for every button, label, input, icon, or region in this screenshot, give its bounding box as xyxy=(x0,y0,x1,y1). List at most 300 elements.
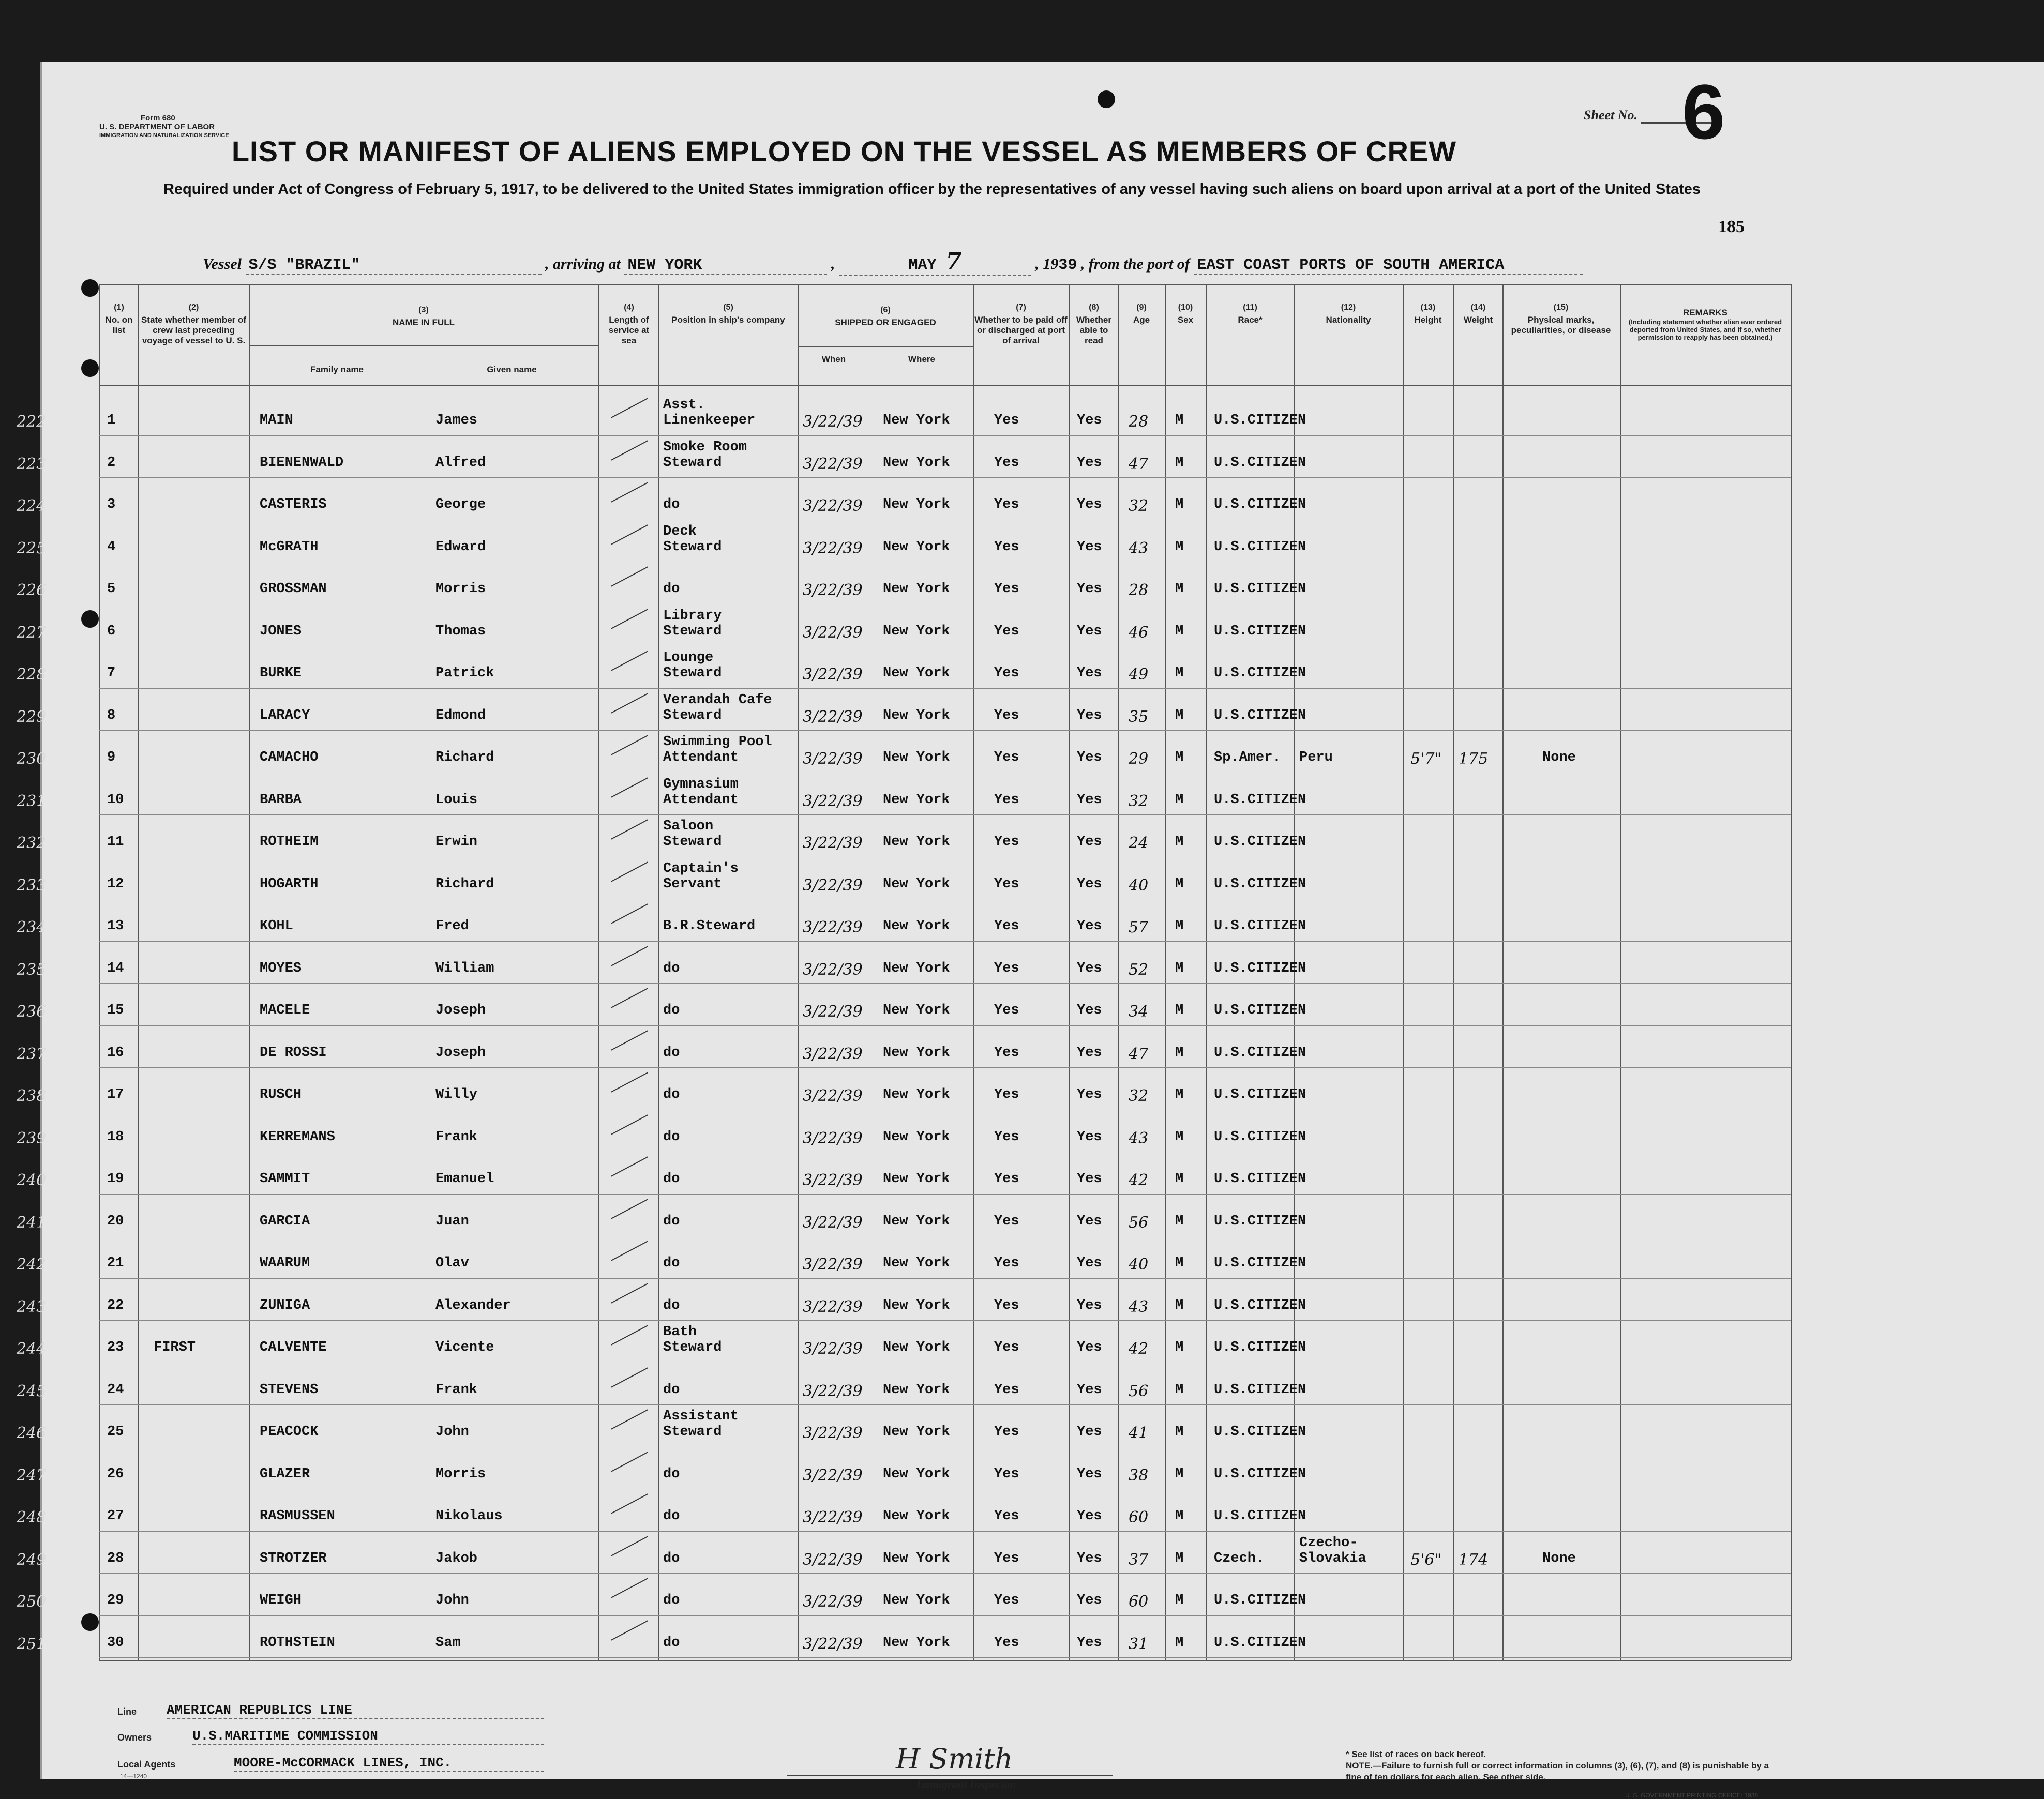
sex: M xyxy=(1175,539,1184,555)
paid-off: Yes xyxy=(994,1256,1019,1271)
given-name: Fred xyxy=(435,918,469,934)
margin-row-number: 246 xyxy=(17,1424,47,1442)
age: 38 xyxy=(1129,1466,1149,1485)
shipped-where: New York xyxy=(883,1003,950,1018)
position: do xyxy=(663,1550,680,1566)
paid-off: Yes xyxy=(994,1382,1019,1398)
race-note: * See list of races on back hereof. xyxy=(1346,1749,1486,1759)
sex: M xyxy=(1175,1045,1184,1061)
shipped-where: New York xyxy=(883,539,950,555)
list-number: 5 xyxy=(107,581,116,597)
list-number: 25 xyxy=(107,1424,124,1440)
column-divider xyxy=(1403,284,1404,1660)
service-tick-mark xyxy=(611,1493,648,1514)
header-weight: (14) Weight xyxy=(1463,303,1493,325)
race: U.S.CITIZEN xyxy=(1214,876,1306,892)
shipped-when: 3/22/39 xyxy=(803,918,863,936)
race: U.S.CITIZEN xyxy=(1214,623,1306,639)
position: do xyxy=(663,1213,680,1229)
paid-off: Yes xyxy=(994,1550,1019,1566)
age: 56 xyxy=(1129,1213,1149,1232)
column-divider xyxy=(1206,284,1207,1660)
service-tick-mark xyxy=(611,440,648,460)
paid-off: Yes xyxy=(994,1635,1019,1651)
previous-voyage: FIRST xyxy=(154,1340,196,1355)
document-title: LIST OR MANIFEST OF ALIENS EMPLOYED ON THE VESSEL AS MEMBERS OF CREW xyxy=(231,135,1457,168)
able-to-read: Yes xyxy=(1077,1171,1102,1187)
family-name: GLAZER xyxy=(260,1466,310,1482)
shipped-where: New York xyxy=(883,1466,950,1482)
given-name: Sam xyxy=(435,1635,461,1651)
given-name: Alfred xyxy=(435,455,486,471)
family-name: GARCIA xyxy=(260,1213,310,1229)
sex: M xyxy=(1175,1466,1184,1482)
shipped-where: New York xyxy=(883,497,950,512)
margin-row-number: 249 xyxy=(17,1550,47,1569)
race: U.S.CITIZEN xyxy=(1214,1129,1306,1145)
header-race: (11) Race* xyxy=(1238,303,1263,325)
row-rule xyxy=(99,941,1791,942)
age: 41 xyxy=(1129,1424,1149,1442)
service-tick-mark xyxy=(611,1325,648,1345)
given-name: Edward xyxy=(435,539,486,555)
arrival-month xyxy=(839,248,1031,276)
family-name: ROTHEIM xyxy=(260,834,319,850)
shipped-when: 3/22/39 xyxy=(803,1171,863,1189)
race: U.S.CITIZEN xyxy=(1214,707,1306,723)
sex: M xyxy=(1175,960,1184,976)
margin-row-number: 236 xyxy=(17,1003,47,1021)
row-rule xyxy=(99,814,1791,815)
family-name: STROTZER xyxy=(260,1550,327,1566)
list-number: 11 xyxy=(107,834,124,850)
physical-marks: None xyxy=(1542,1550,1576,1566)
shipped-when: 3/22/39 xyxy=(803,1593,863,1611)
sex: M xyxy=(1175,1087,1184,1102)
age: 35 xyxy=(1129,707,1149,726)
sex: M xyxy=(1175,1297,1184,1313)
paid-off: Yes xyxy=(994,413,1019,428)
race: U.S.CITIZEN xyxy=(1214,1593,1306,1608)
margin-row-number: 228 xyxy=(17,666,47,684)
inspector-signature: H Smith xyxy=(896,1743,1013,1775)
paid-off: Yes xyxy=(994,666,1019,681)
given-name: Thomas xyxy=(435,623,486,639)
race: Sp.Amer. xyxy=(1214,750,1281,765)
paid-off: Yes xyxy=(994,1171,1019,1187)
family-name: ZUNIGA xyxy=(260,1297,310,1313)
family-name: DE ROSSI xyxy=(260,1045,327,1061)
local-agents: MOORE-McCORMACK LINES, INC. xyxy=(234,1755,544,1772)
position: do xyxy=(663,1297,680,1313)
given-name: Joseph xyxy=(435,1003,486,1018)
row-rule xyxy=(99,477,1791,478)
given-name: James xyxy=(435,413,478,428)
list-number: 19 xyxy=(107,1171,124,1187)
position: do xyxy=(663,1635,680,1651)
shipped-when: 3/22/39 xyxy=(803,1087,863,1105)
list-number: 28 xyxy=(107,1550,124,1566)
service-tick-mark xyxy=(611,861,648,882)
header-physical-marks: (15) Physical marks, peculiarities, or disease xyxy=(1511,303,1611,335)
age: 28 xyxy=(1129,581,1149,599)
column-divider xyxy=(798,284,799,1660)
age: 42 xyxy=(1129,1171,1149,1189)
arrival-day: 7 xyxy=(945,248,962,275)
family-name: CALVENTE xyxy=(260,1340,327,1355)
shipped-when: 3/22/39 xyxy=(803,1129,863,1147)
position: do xyxy=(663,1508,680,1524)
age: 57 xyxy=(1129,918,1149,936)
paid-off: Yes xyxy=(994,1424,1019,1440)
age: 42 xyxy=(1129,1340,1149,1358)
given-name: Frank xyxy=(435,1382,478,1398)
local-agents-label: Local Agents xyxy=(117,1759,176,1770)
shipped-where: New York xyxy=(883,455,950,471)
list-number: 10 xyxy=(107,792,124,808)
list-number: 21 xyxy=(107,1256,124,1271)
margin-row-number: 231 xyxy=(17,792,47,810)
list-number: 30 xyxy=(107,1635,124,1651)
position: Assistant Steward xyxy=(663,1409,739,1440)
position: do xyxy=(663,1256,680,1271)
margin-row-number: 232 xyxy=(17,834,47,852)
shipped-when: 3/22/39 xyxy=(803,539,863,557)
arrival-year: 39 xyxy=(1058,256,1077,274)
family-name: HOGARTH xyxy=(260,876,319,892)
able-to-read: Yes xyxy=(1077,1045,1102,1061)
family-name: STEVENS xyxy=(260,1382,319,1398)
shipped-where: New York xyxy=(883,1550,950,1566)
form-number: Form 680 xyxy=(141,114,175,123)
header-paid-off: (7) Whether to be paid off or discharged at port of arrival xyxy=(974,303,1068,345)
age: 32 xyxy=(1129,792,1149,810)
shipped-where: New York xyxy=(883,1171,950,1187)
service-tick-mark xyxy=(611,1114,648,1135)
shipped-when: 3/22/39 xyxy=(803,1635,863,1653)
sex: M xyxy=(1175,1003,1184,1018)
able-to-read: Yes xyxy=(1077,960,1102,976)
signature-caption: Immigrant Inspector. xyxy=(916,1778,1017,1791)
service-tick-mark xyxy=(611,946,648,966)
sex: M xyxy=(1175,1256,1184,1271)
punch-hole xyxy=(81,279,99,297)
able-to-read: Yes xyxy=(1077,1635,1102,1651)
shipped-when: 3/22/39 xyxy=(803,666,863,684)
family-name: SAMMIT xyxy=(260,1171,310,1187)
race: U.S.CITIZEN xyxy=(1214,1213,1306,1229)
able-to-read: Yes xyxy=(1077,750,1102,765)
position: Deck Steward xyxy=(663,523,722,555)
sheet-number-label: Sheet No. xyxy=(1584,108,1637,123)
shipped-where: New York xyxy=(883,792,950,808)
service-tick-mark xyxy=(611,819,648,839)
position: do xyxy=(663,497,680,512)
margin-row-number: 224 xyxy=(17,497,47,515)
arrival-month-text: MAY xyxy=(908,256,937,274)
margin-row-number: 248 xyxy=(17,1508,47,1526)
column-divider xyxy=(598,284,599,1660)
sex: M xyxy=(1175,707,1184,723)
column-divider xyxy=(658,284,659,1660)
race: U.S.CITIZEN xyxy=(1214,918,1306,934)
row-rule xyxy=(99,1404,1791,1405)
list-number: 16 xyxy=(107,1045,124,1061)
shipped-where: New York xyxy=(883,1340,950,1355)
race: U.S.CITIZEN xyxy=(1214,1003,1306,1018)
age: 29 xyxy=(1129,750,1149,768)
race: U.S.CITIZEN xyxy=(1214,1635,1306,1651)
sex: M xyxy=(1175,1593,1184,1608)
list-number: 1 xyxy=(107,413,116,428)
margin-row-number: 251 xyxy=(17,1635,47,1653)
shipped-where: New York xyxy=(883,1297,950,1313)
age: 43 xyxy=(1129,539,1149,557)
list-number: 12 xyxy=(107,876,124,892)
race: U.S.CITIZEN xyxy=(1214,1087,1306,1102)
family-name: MAIN xyxy=(260,413,293,428)
row-rule xyxy=(99,688,1791,689)
able-to-read: Yes xyxy=(1077,792,1102,808)
position: do xyxy=(663,1593,680,1608)
service-tick-mark xyxy=(611,777,648,797)
row-rule xyxy=(99,1320,1791,1321)
header-age: (9) Age xyxy=(1133,303,1150,325)
header-length-of-service: (4) Length of service at sea xyxy=(608,303,650,345)
margin-row-number: 239 xyxy=(17,1129,47,1147)
race: U.S.CITIZEN xyxy=(1214,792,1306,808)
service-tick-mark xyxy=(611,1620,648,1640)
owners: U.S.MARITIME COMMISSION xyxy=(192,1728,544,1745)
position: Library Steward xyxy=(663,608,722,639)
able-to-read: Yes xyxy=(1077,918,1102,934)
row-rule xyxy=(99,1067,1791,1068)
age: 40 xyxy=(1129,876,1149,895)
given-name: Jakob xyxy=(435,1550,478,1566)
list-number: 26 xyxy=(107,1466,124,1482)
family-name: RUSCH xyxy=(260,1087,302,1102)
shipped-when: 3/22/39 xyxy=(803,413,863,431)
paid-off: Yes xyxy=(994,1297,1019,1313)
paid-off: Yes xyxy=(994,1129,1019,1145)
line-label: Line xyxy=(117,1706,137,1717)
punch-hole xyxy=(81,610,99,628)
shipped-where: New York xyxy=(883,1129,950,1145)
shipped-when: 3/22/39 xyxy=(803,876,863,895)
list-number: 23 xyxy=(107,1340,124,1355)
list-number: 22 xyxy=(107,1297,124,1313)
list-number: 4 xyxy=(107,539,116,555)
margin-row-number: 227 xyxy=(17,623,47,642)
vessel-line: Vessel S/S "BRAZIL" , arriving at NEW YORK , MAY 7 , 1939 , from the port of EAST COAST PORTS OF SOUTH AMERICA xyxy=(203,248,1583,276)
family-name: MACELE xyxy=(260,1003,310,1018)
row-rule xyxy=(99,730,1791,731)
service-tick-mark xyxy=(611,1367,648,1387)
departure-port: EAST COAST PORTS OF SOUTH AMERICA xyxy=(1194,256,1583,275)
paid-off: Yes xyxy=(994,1003,1019,1018)
position: do xyxy=(663,581,680,597)
row-rule xyxy=(99,1615,1791,1616)
list-number: 3 xyxy=(107,497,116,512)
paid-off: Yes xyxy=(994,960,1019,976)
sex: M xyxy=(1175,792,1184,808)
family-name: ROTHSTEIN xyxy=(260,1635,335,1651)
able-to-read: Yes xyxy=(1077,1424,1102,1440)
position: do xyxy=(663,1045,680,1061)
shipped-when: 3/22/39 xyxy=(803,455,863,473)
list-number: 2 xyxy=(107,455,116,471)
margin-row-number: 242 xyxy=(17,1256,47,1274)
sex: M xyxy=(1175,918,1184,934)
sex: M xyxy=(1175,1129,1184,1145)
row-rule xyxy=(99,1194,1791,1195)
paid-off: Yes xyxy=(994,1466,1019,1482)
height: 5'6" xyxy=(1410,1550,1442,1569)
age: 34 xyxy=(1129,1003,1149,1021)
list-number: 8 xyxy=(107,707,116,723)
header-height: (13) Height xyxy=(1414,303,1442,325)
age: 56 xyxy=(1129,1382,1149,1400)
position: Captain's Servant xyxy=(663,860,739,892)
able-to-read: Yes xyxy=(1077,1340,1102,1355)
shipped-where: New York xyxy=(883,1087,950,1102)
margin-row-number: 247 xyxy=(17,1466,47,1485)
able-to-read: Yes xyxy=(1077,1593,1102,1608)
age: 49 xyxy=(1129,666,1149,684)
given-name: John xyxy=(435,1593,469,1608)
vessel-label: Vessel xyxy=(203,255,242,273)
sex: M xyxy=(1175,1635,1184,1651)
shipped-where: New York xyxy=(883,1593,950,1608)
list-number: 24 xyxy=(107,1382,124,1398)
able-to-read: Yes xyxy=(1077,1550,1102,1566)
weight: 175 xyxy=(1459,750,1489,768)
sex: M xyxy=(1175,1382,1184,1398)
shipped-where: New York xyxy=(883,1213,950,1229)
family-name: PEACOCK xyxy=(260,1424,319,1440)
column-divider xyxy=(1453,284,1454,1660)
shipped-when: 3/22/39 xyxy=(803,1003,863,1021)
margin-row-number: 240 xyxy=(17,1171,47,1189)
margin-row-number: 235 xyxy=(17,960,47,979)
service-tick-mark xyxy=(611,524,648,545)
able-to-read: Yes xyxy=(1077,1297,1102,1313)
form-service: IMMIGRATION AND NATURALIZATION SERVICE xyxy=(99,132,229,139)
able-to-read: Yes xyxy=(1077,1256,1102,1271)
list-number: 27 xyxy=(107,1508,124,1524)
able-to-read: Yes xyxy=(1077,1508,1102,1524)
weight: 174 xyxy=(1459,1550,1489,1569)
given-name: Olav xyxy=(435,1256,469,1271)
column-divider xyxy=(973,284,974,1660)
given-name: Alexander xyxy=(435,1297,511,1313)
table-header-border xyxy=(99,385,1791,386)
arrival-port: NEW YORK xyxy=(624,256,827,275)
list-number: 18 xyxy=(107,1129,124,1145)
header-family-name: Family name xyxy=(310,365,364,374)
row-rule xyxy=(99,435,1791,436)
family-name: JONES xyxy=(260,623,302,639)
given-name: Richard xyxy=(435,876,494,892)
paid-off: Yes xyxy=(994,1213,1019,1229)
shipped-when: 3/22/39 xyxy=(803,497,863,515)
column-divider xyxy=(1502,284,1504,1660)
shipped-where: New York xyxy=(883,666,950,681)
column-divider xyxy=(1620,284,1621,1660)
position: Swimming Pool Attendant xyxy=(663,734,772,765)
sex: M xyxy=(1175,455,1184,471)
shipped-when: 3/22/39 xyxy=(803,1340,863,1358)
shipped-when: 3/22/39 xyxy=(803,1382,863,1400)
shipped-where: New York xyxy=(883,834,950,850)
shipped-where: New York xyxy=(883,707,950,723)
race: U.S.CITIZEN xyxy=(1214,497,1306,512)
service-tick-mark xyxy=(611,566,648,586)
header-previous-voyage: (2) State whether member of crew last preceding voyage of vessel to U. S. xyxy=(141,303,247,345)
footer-notes xyxy=(1346,1749,1770,1783)
age: 24 xyxy=(1129,834,1149,852)
punch-hole xyxy=(1098,90,1115,108)
race: U.S.CITIZEN xyxy=(1214,1382,1306,1398)
family-name: GROSSMAN xyxy=(260,581,327,597)
position: Gymnasium Attendant xyxy=(663,776,739,808)
sex: M xyxy=(1175,413,1184,428)
position: B.R.Steward xyxy=(663,918,756,934)
margin-row-number: 244 xyxy=(17,1340,47,1358)
margin-row-number: 229 xyxy=(17,707,47,726)
given-name: Louis xyxy=(435,792,478,808)
service-tick-mark xyxy=(611,1030,648,1050)
row-rule xyxy=(99,1657,1791,1658)
family-name: BIENENWALD xyxy=(260,455,344,471)
shipped-where: New York xyxy=(883,1635,950,1651)
race: U.S.CITIZEN xyxy=(1214,581,1306,597)
able-to-read: Yes xyxy=(1077,413,1102,428)
given-name: George xyxy=(435,497,486,512)
margin-row-number: 241 xyxy=(17,1213,47,1232)
list-number: 9 xyxy=(107,750,116,765)
race: U.S.CITIZEN xyxy=(1214,1297,1306,1313)
paid-off: Yes xyxy=(994,581,1019,597)
column-divider xyxy=(1118,284,1119,1660)
able-to-read: Yes xyxy=(1077,497,1102,512)
service-tick-mark xyxy=(611,1241,648,1261)
page-stamp-number: 185 xyxy=(1718,217,1745,236)
family-name: BARBA xyxy=(260,792,302,808)
given-name: Erwin xyxy=(435,834,478,850)
race: U.S.CITIZEN xyxy=(1214,834,1306,850)
shipped-when: 3/22/39 xyxy=(803,1045,863,1063)
sheet-number: 6 xyxy=(1682,68,1725,155)
race: U.S.CITIZEN xyxy=(1214,1256,1306,1271)
family-name: CAMACHO xyxy=(260,750,319,765)
paid-off: Yes xyxy=(994,539,1019,555)
shipped-where: New York xyxy=(883,1045,950,1061)
sex: M xyxy=(1175,497,1184,512)
age: 60 xyxy=(1129,1593,1149,1611)
family-name: LARACY xyxy=(260,707,310,723)
header-nationality: (12) Nationality xyxy=(1326,303,1371,325)
age: 32 xyxy=(1129,1087,1149,1105)
paid-off: Yes xyxy=(994,792,1019,808)
document-subtitle: Required under Act of Congress of February 5, 1917, to be delivered to the United States immigration officer by the representatives of any vessel having such aliens on board upon arrival at a port of the United States xyxy=(163,181,1701,198)
shipped-when: 3/22/39 xyxy=(803,1213,863,1232)
sex: M xyxy=(1175,834,1184,850)
age: 37 xyxy=(1129,1550,1149,1569)
header-remarks: REMARKS (Including statement whether alien ever ordered deported from United States, and if so, whether permission to reapply has been obtained.) xyxy=(1628,308,1782,341)
position: Asst. Linenkeeper xyxy=(663,397,756,428)
service-tick-mark xyxy=(611,1409,648,1429)
